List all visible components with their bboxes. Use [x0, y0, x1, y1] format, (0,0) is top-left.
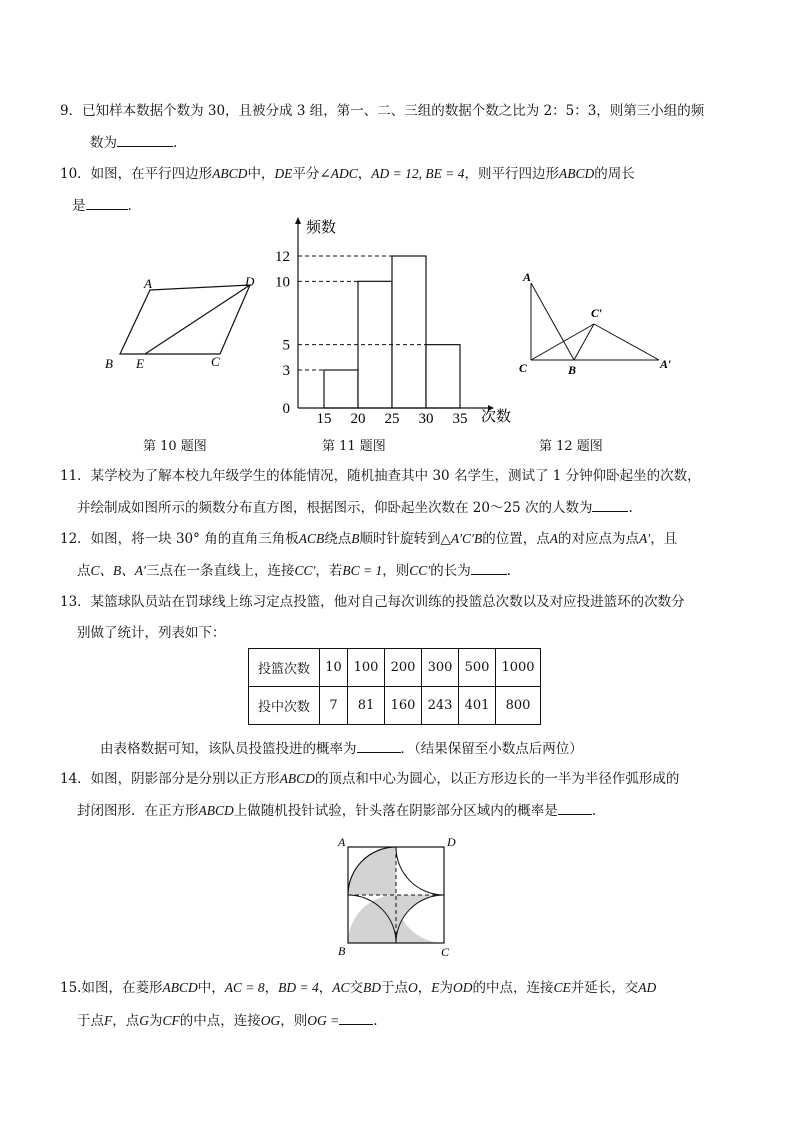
- q9-line1: 9．已知样本数据个数为 30，且被分成 3 组，第一、二、三组的数据个数之比为 2：5：3，则第三小组的频: [60, 103, 705, 119]
- table-cell: 100: [348, 649, 385, 687]
- figure-12-rotation: [514, 266, 686, 378]
- label-a: A: [338, 835, 346, 849]
- q11-line1: 11．某学校为了解本校九年级学生的体能情况，随机抽查其中 30 名学生，测试了 1 分钟仰卧起坐的次数，: [60, 468, 701, 484]
- segment-de: [145, 285, 250, 354]
- q10-line1: 10．如图，在平行四边形ABCD中，DE平分∠ADC，AD = 12, BE = 4，则平行四边形ABCD的周长: [60, 166, 635, 182]
- x-tick-label: 30: [418, 411, 434, 427]
- figure-10-caption: 第 10 题图: [143, 439, 207, 454]
- histogram-bar: [392, 256, 426, 408]
- x-tick-label: 35: [452, 411, 468, 427]
- label-b: B: [338, 944, 346, 958]
- label-a: A: [144, 276, 152, 291]
- table-cell: 200: [385, 649, 422, 687]
- table-cell: 1000: [496, 649, 541, 687]
- label-a: A: [523, 270, 532, 284]
- table-cell: 243: [422, 687, 459, 725]
- label-d: D: [447, 835, 456, 849]
- label-e: E: [136, 356, 144, 371]
- q11-line2: 并绘制成如图所示的频数分布直方图，根据图示，仰卧起坐次数在 20～25 次的人数为 .: [77, 500, 633, 516]
- shooting-stats-table: [248, 648, 541, 725]
- row-header-made: 投中次数: [249, 687, 320, 725]
- y-tick-label: 0: [282, 401, 290, 417]
- q13-line1: 13．某篮球队员站在罚球线上练习定点投篮，他对自己每次训练的投篮总次数以及对应投进篮环的次数分: [60, 594, 685, 610]
- q14-line2: 封闭图形．在正方形ABCD上做随机投针试验，针头落在阴影部分区域内的概率是 .: [77, 803, 597, 819]
- y-axis-label: 频数: [306, 220, 337, 236]
- table-row: [249, 649, 541, 687]
- label-d: D: [245, 274, 255, 289]
- figure-11-caption: 第 11 题图: [322, 439, 386, 454]
- x-tick-label: 25: [384, 411, 400, 427]
- figure-14-square-arcs: [334, 834, 458, 958]
- label-c: C: [519, 361, 528, 375]
- figure-11-histogram: [262, 212, 522, 430]
- label-b: B: [105, 356, 113, 371]
- answer-blank-q14[interactable]: [558, 802, 592, 815]
- label-a-prime: A′: [660, 357, 672, 371]
- x-tick-label: 20: [350, 411, 366, 427]
- y-axis-arrow: [295, 217, 301, 224]
- table-cell: 800: [496, 687, 541, 725]
- figure-10-parallelogram: [100, 272, 270, 376]
- x-tick-label: 15: [316, 411, 332, 427]
- y-tick-label: 5: [282, 337, 290, 354]
- q13-line3: 由表格数据可知，该队员投篮投进的概率为 ．（结果保留至小数点后两位）: [100, 741, 583, 757]
- q10-line2: 是 .: [72, 198, 132, 214]
- y-tick-label: 3: [282, 363, 290, 379]
- answer-blank-q11[interactable]: [592, 499, 628, 512]
- answer-blank-q10[interactable]: [86, 197, 128, 210]
- table-cell: 81: [348, 687, 385, 725]
- y-tick-label: 10: [275, 274, 290, 291]
- label-b: B: [568, 363, 577, 377]
- row-header-attempts: 投篮次数: [249, 649, 320, 687]
- histogram-bar: [324, 370, 358, 408]
- q15-line1: 15.如图，在菱形ABCD中，AC = 8，BD = 4，AC交BD于点O，E为OD的中点，连接CE并延长，交AD: [60, 980, 657, 996]
- answer-blank-q15[interactable]: [339, 1012, 373, 1025]
- segment-c-prime-a-prime: [594, 324, 659, 360]
- table-cell: 160: [385, 687, 422, 725]
- table-cell: 500: [459, 649, 496, 687]
- label-c-prime: C′: [591, 306, 603, 320]
- q12-line2: 点C、B、A′三点在一条直线上，连接CC′，若BC = 1，则CC′的长为 .: [77, 563, 512, 579]
- table-cell: 401: [459, 687, 496, 725]
- segment-ab: [531, 283, 574, 360]
- table-cell: 300: [422, 649, 459, 687]
- figure-12-caption: 第 12 题图: [539, 439, 603, 454]
- q14-line1: 14．如图，阴影部分是分别以正方形ABCD的顶点和中心为圆心，以正方形边长的一半为半径作弧形成的: [60, 771, 680, 787]
- table-cell: 10: [320, 649, 348, 687]
- q13-line2: 别做了统计，列表如下：: [77, 625, 226, 641]
- table-cell: 7: [320, 687, 348, 725]
- q12-line1: 12．如图，将一块 30° 角的直角三角板ACB绕点B顺时针旋转到△A′C′B的位置，点A的对应点为点A′，且: [60, 531, 678, 547]
- x-axis-label: 次数: [481, 409, 512, 425]
- shaded-region-bottom-left: [348, 895, 396, 943]
- histogram-bar: [426, 345, 460, 408]
- label-c: C: [441, 945, 450, 958]
- label-c: C: [211, 354, 220, 369]
- parallelogram-abcd: [120, 285, 250, 354]
- answer-blank-q13[interactable]: [357, 740, 401, 753]
- answer-blank-q9[interactable]: [117, 134, 173, 147]
- table-row: [249, 687, 541, 725]
- q15-line2: 于点F，点G为CF的中点，连接OG，则OG = .: [77, 1013, 378, 1029]
- q9-line2: 数为 .: [90, 135, 178, 151]
- answer-blank-q12[interactable]: [471, 562, 507, 575]
- y-tick-label: 12: [275, 249, 290, 265]
